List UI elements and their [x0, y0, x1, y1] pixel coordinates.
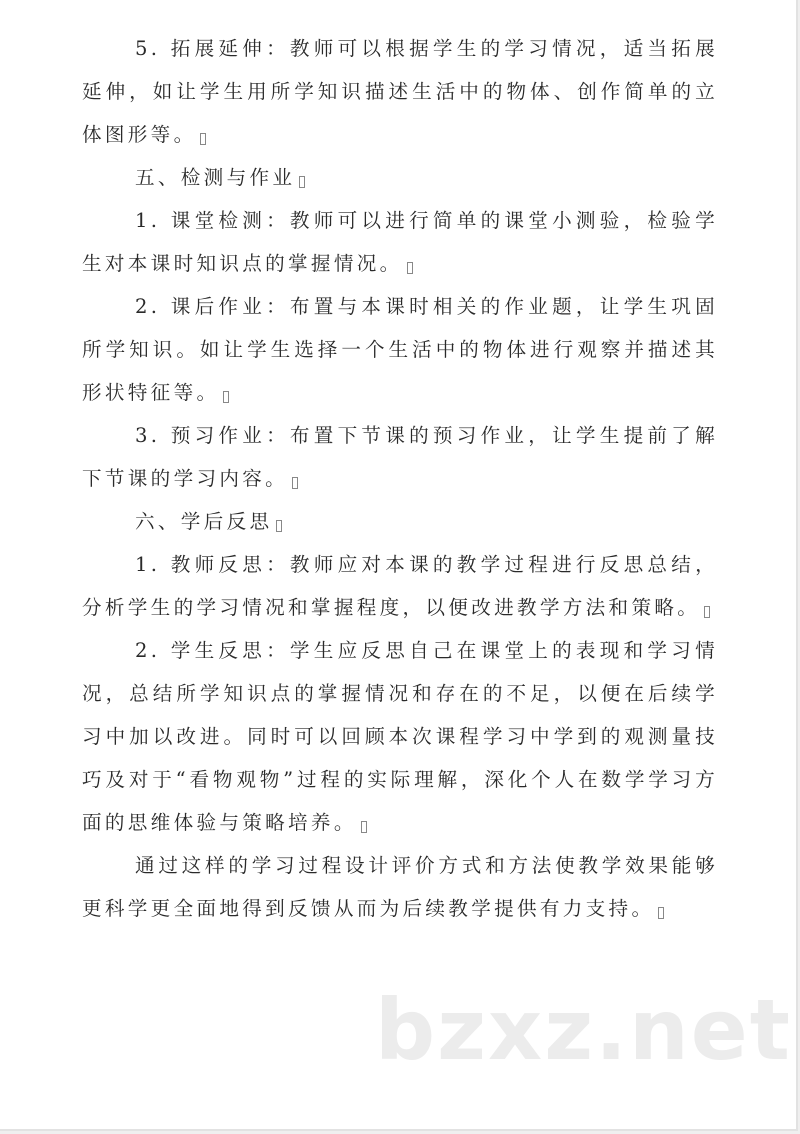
paragraph-student-reflection — [82, 629, 718, 844]
paragraph-text: 3. 预习作业：布置下节课的预习作业，让学生提前了解下节课的学习内容。 — [82, 424, 718, 490]
paragraph-class-test — [82, 199, 718, 285]
paragraph-mark-icon — [704, 606, 710, 618]
paragraph-text: 2. 学生反思：学生应反思自己在课堂上的表现和学习情况，总结所学知识点的掌握情况和存在的不足，以便在后续学习中加以改进。同时可以回顾本次课程学习中学到的观测量技巧及对于“看物观物”过程的实际理解，深化个人在数学学习方面的思维体验与策略培养。 — [82, 639, 718, 834]
heading-text: 六、学后反思 — [135, 510, 273, 533]
paragraph-text: 1. 课堂检测：教师可以进行简单的课堂小测验，检验学生对本课时知识点的掌握情况。 — [82, 209, 718, 275]
paragraph-mark-icon — [299, 176, 305, 188]
paragraph-mark-icon — [407, 262, 413, 274]
paragraph-mark-icon — [292, 477, 298, 489]
watermark: bzxz.net — [375, 981, 792, 1079]
document-body — [82, 27, 718, 930]
heading-check-and-homework — [82, 156, 718, 199]
paragraph-text: 通过这样的学习过程设计评价方式和方法使教学效果能够更科学更全面地得到反馈从而为后续教学提供有力支持。 — [82, 854, 718, 920]
paragraph-homework — [82, 285, 718, 414]
heading-text: 五、检测与作业 — [135, 166, 296, 189]
paragraph-mark-icon — [361, 821, 367, 833]
paragraph-mark-icon — [276, 520, 282, 532]
paragraph-preview — [82, 414, 718, 500]
paragraph-teacher-reflection — [82, 543, 718, 629]
paragraph-mark-icon — [200, 133, 206, 145]
paragraph-text: 2. 课后作业：布置与本课时相关的作业题，让学生巩固所学知识。如让学生选择一个生活中的物体进行观察并描述其形状特征等。 — [82, 295, 718, 404]
heading-reflection — [82, 500, 718, 543]
paragraph-conclusion — [82, 844, 718, 930]
paragraph-text: 1. 教师反思：教师应对本课的教学过程进行反思总结，分析学生的学习情况和掌握程度，以便改进教学方法和策略。 — [82, 553, 718, 619]
paragraph-text: 5. 拓展延伸：教师可以根据学生的学习情况，适当拓展延伸，如让学生用所学知识描述生活中的物体、创作简单的立体图形等。 — [82, 37, 718, 146]
paragraph-extension — [82, 27, 718, 156]
paragraph-mark-icon — [658, 907, 664, 919]
paragraph-mark-icon — [223, 391, 229, 403]
